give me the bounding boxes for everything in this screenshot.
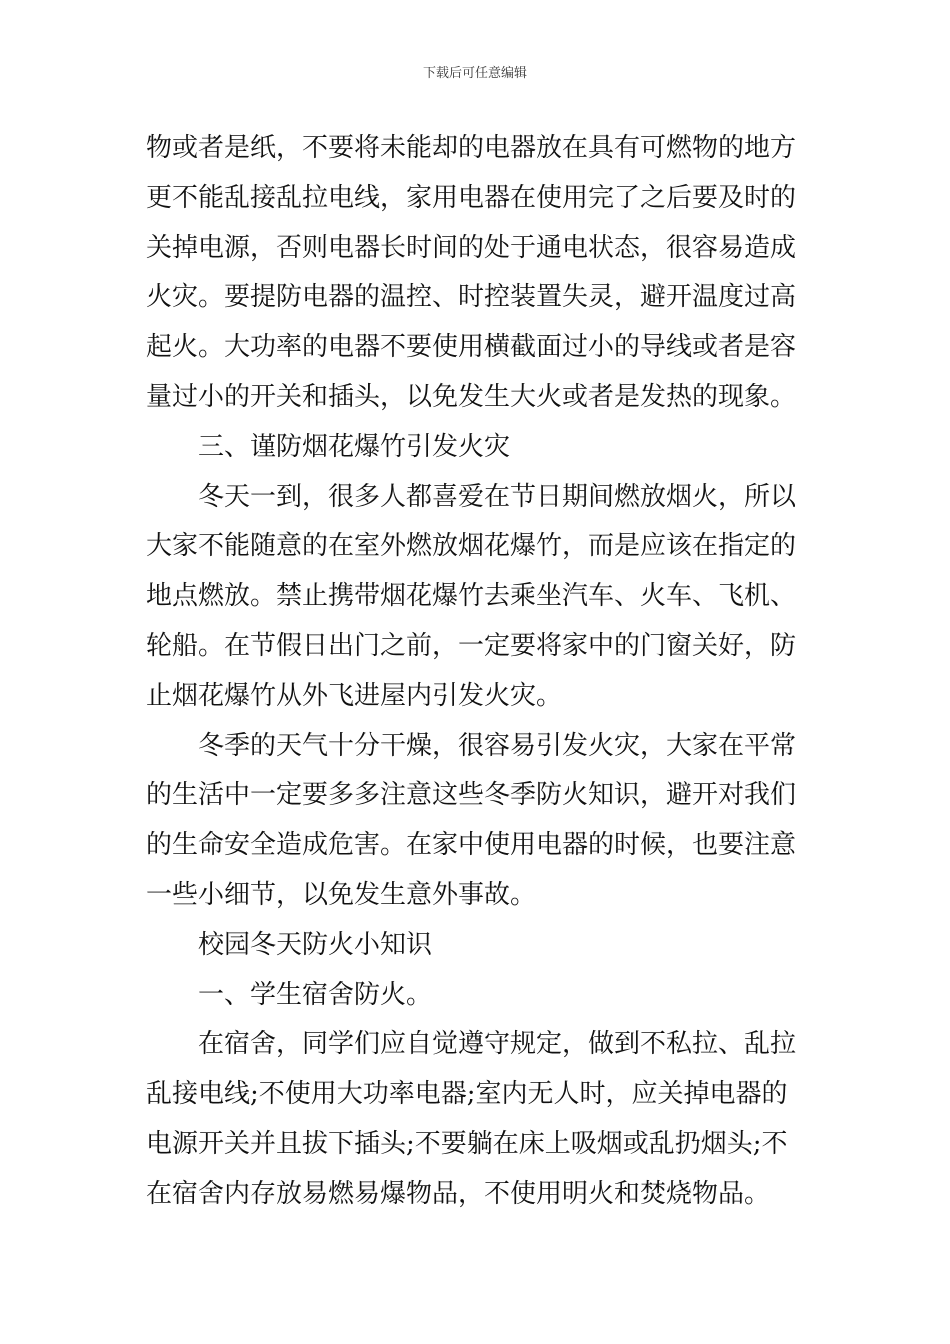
text-line-22: 在宿舍内存放易燃易爆物品，不使用明火和焚烧物品。 xyxy=(146,1178,771,1209)
document-body xyxy=(146,124,810,1220)
text-line-19: 在宿舍，同学们应自觉遵守规定，做到不私拉、乱拉 xyxy=(198,1029,797,1060)
text-line-3: 关掉电源，否则电器长时间的处于通电状态，很容易造成 xyxy=(146,232,797,263)
text-line-5: 起火。大功率的电器不要使用横截面过小的导线或者是容 xyxy=(146,332,797,363)
text-line-21: 电源开关并且拔下插头;不要躺在床上吸烟或乱扔烟头;不 xyxy=(146,1128,788,1159)
text-line-15: 的生命安全造成危害。在家中使用电器的时候，也要注意 xyxy=(146,830,797,861)
text-line-6: 量过小的开关和插头，以免发生大火或者是发热的现象。 xyxy=(146,381,797,412)
text-line-4: 火灾。要提防电器的温控、时控装置失灵，避开温度过高 xyxy=(146,282,797,313)
text-line-12: 止烟花爆竹从外飞进屋内引发火灾。 xyxy=(146,680,563,711)
text-line-13: 冬季的天气十分干燥，很容易引发火灾，大家在平常 xyxy=(198,730,797,761)
page-header: 下载后可任意编辑 xyxy=(422,66,527,81)
section-heading-fireworks: 三、谨防烟花爆竹引发火灾 xyxy=(198,431,511,462)
section-heading-dormitory: 一、学生宿舍防火。 xyxy=(198,979,433,1010)
text-line-8: 冬天一到，很多人都喜爱在节日期间燃放烟火，所以 xyxy=(198,481,797,512)
section-heading-campus: 校园冬天防火小知识 xyxy=(198,929,433,960)
text-line-16: 一些小细节，以免发生意外事故。 xyxy=(146,879,537,910)
text-line-11: 轮船。在节假日出门之前，一定要将家中的门窗关好，防 xyxy=(146,630,797,661)
text-line-1: 物或者是纸，不要将未能却的电器放在具有可燃物的地方 xyxy=(146,133,797,163)
text-line-14: 的生活中一定要多多注意这些冬季防火知识，避开对我们 xyxy=(146,780,797,811)
text-line-20: 乱接电线;不使用大功率电器;室内无人时，应关掉电器的 xyxy=(146,1079,788,1110)
text-line-10: 地点燃放。禁止携带烟花爆竹去乘坐汽车、火车、飞机、 xyxy=(146,581,797,612)
text-line-2: 更不能乱接乱拉电线，家用电器在使用完了之后要及时的 xyxy=(146,182,797,213)
text-line-9: 大家不能随意的在室外燃放烟花爆竹，而是应该在指定的 xyxy=(146,531,797,562)
